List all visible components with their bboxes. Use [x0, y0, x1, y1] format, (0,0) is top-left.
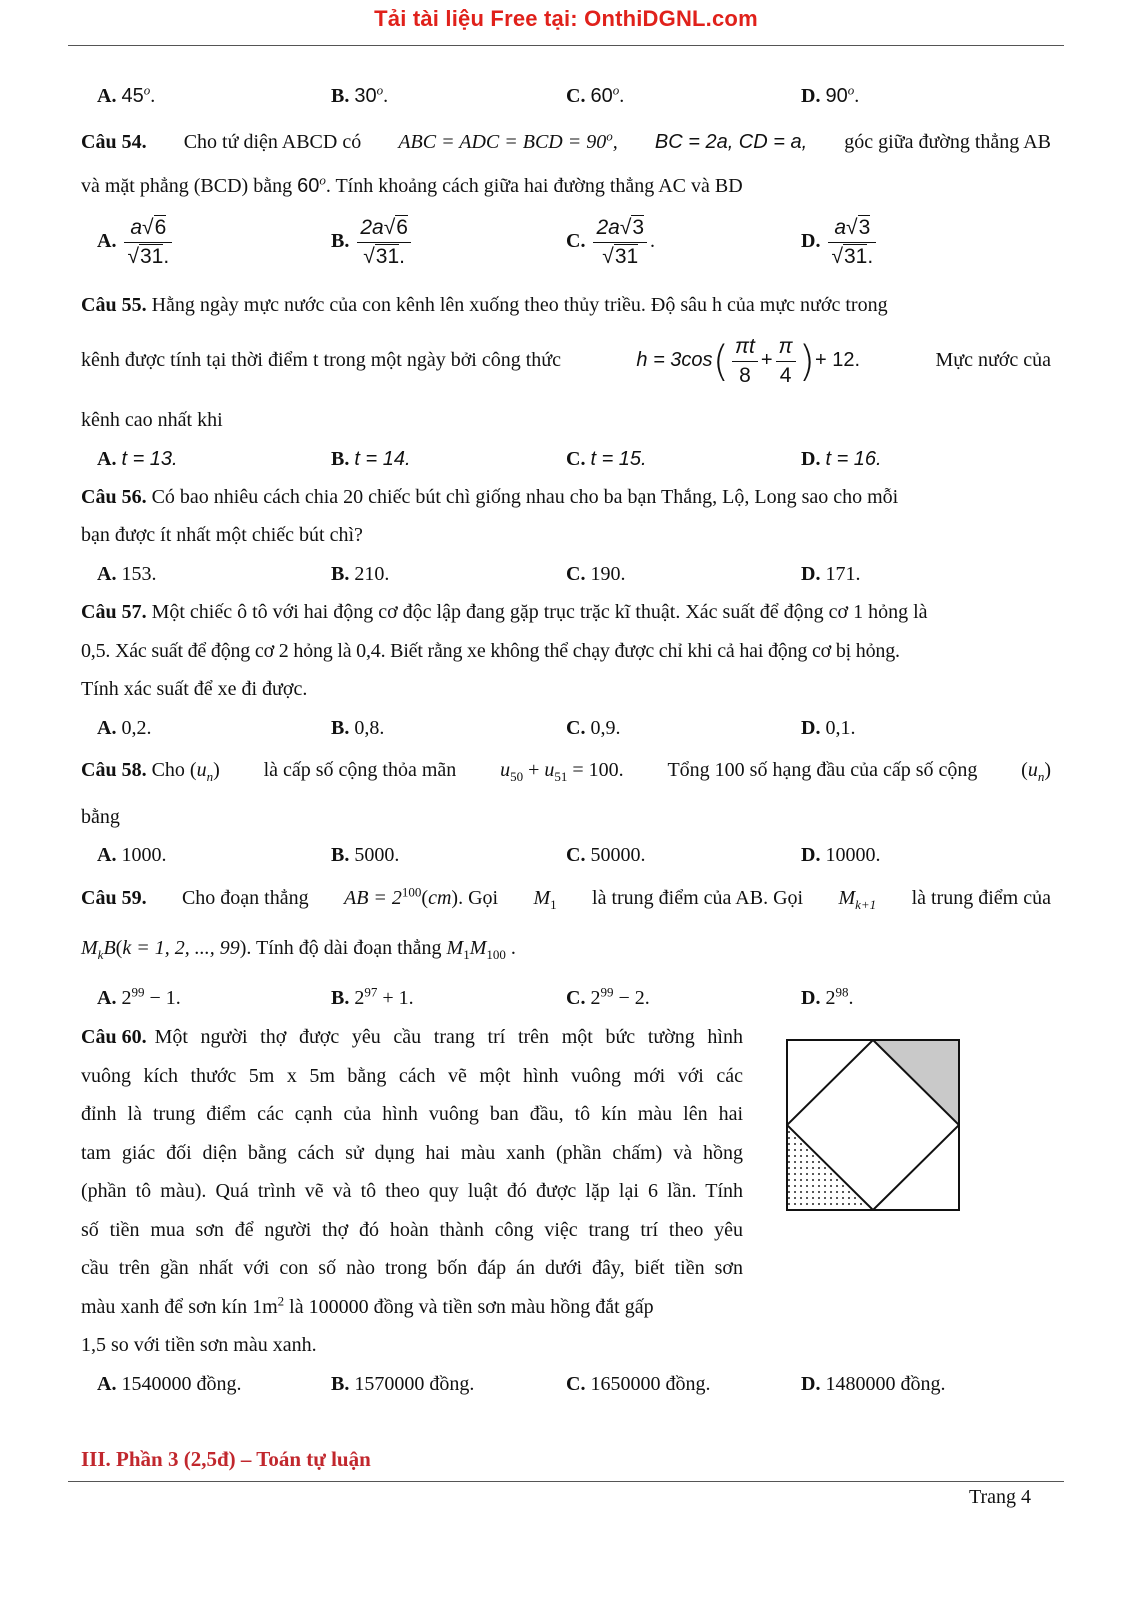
q57-option-c: C. 0,9.	[566, 717, 621, 739]
q60-option-c: C. 1650000 đồng.	[566, 1373, 711, 1395]
q57-option-b: B. 0,8.	[331, 717, 385, 739]
q58-option-a: A. 1000.	[97, 844, 167, 866]
q55-option-c: C. t = 15.	[566, 448, 647, 470]
q54-option-b: B. $\frac{2a√6}{√31.}$	[331, 214, 414, 271]
q58-line-1: Câu 58. Cho $(u_n)$ là cấp số cộng thỏa mãn $u_{50} + u_{51} = 100$. Tổng 100 số hạng đầu của cấp số cộng $(u_n)$	[81, 759, 1051, 784]
q55-option-b: B. t = 14.	[331, 448, 411, 470]
q56-line-2: bạn được ít nhất một chiếc bút chì?	[81, 524, 363, 546]
q54-line-2: và mặt phẳng (BCD) bằng 60$^o$. Tính khoảng cách giữa hai đường thẳng AC và BD	[81, 172, 743, 197]
q53-option-c: C. 60$^o$.	[566, 82, 625, 107]
section-title: III. Phần 3 (2,5đ) – Toán tự luận	[81, 1447, 371, 1471]
page-number: Trang 4	[968, 1486, 1031, 1508]
q54-option-a: A. $\frac{a√6}{√31.}$	[97, 214, 175, 271]
q60-option-a: A. 1540000 đồng.	[97, 1373, 242, 1395]
header-title[interactable]: Tải tài liệu Free tại: OnthiDGNL.com	[374, 6, 758, 31]
q58-option-c: C. 50000.	[566, 844, 646, 866]
q54-option-c: C. $\frac{2a√3}{√31}$ .	[566, 216, 656, 268]
q60-line-3: đỉnh là trung điểm các cạnh của hình vuông ban đầu, tô kín màu lên hai	[81, 1103, 743, 1125]
q57-option-d: D. 0,1.	[801, 717, 856, 739]
q57-option-a: A. 0,2.	[97, 717, 152, 739]
q55-line-2: kênh được tính tại thời điểm t trong một ngày bởi công thức h = 3cos( $\frac{\pi t}{8}$ + $\frac{\pi}{4}$ )+ 12. Mực nước của	[81, 334, 1051, 387]
q60-line-7: cầu trên gần nhất với con số nào trong bốn đáp án dưới đây, biết tiền sơn	[81, 1257, 743, 1279]
q60-line-1: Câu 60. Một người thợ được yêu cầu trang trí trên một bức tường hình	[81, 1026, 743, 1048]
q58-option-b: B. 5000.	[331, 844, 400, 866]
q60-line-6: số tiền mua sơn để người thợ đó hoàn thành công việc trang trí theo yêu	[81, 1219, 743, 1241]
q56-option-a: A. 153.	[97, 563, 157, 585]
q59-line-2: $M_kB(k = 1$, 2, ..., 99). Tính độ dài đoạn thẳng $M_1M_{100}$ .	[81, 937, 516, 962]
q55-line-3: kênh cao nhất khi	[81, 409, 223, 431]
q60-line-2: vuông kích thước 5m x 5m bằng cách vẽ một hình vuông mới với các	[81, 1065, 743, 1087]
q53-option-d: D. 90$^o$.	[801, 82, 860, 107]
footer-rule	[68, 1481, 1064, 1482]
q56-line-1: Câu 56. Có bao nhiêu cách chia 20 chiếc bút chì giống nhau cho ba bạn Thắng, Lộ, Long sao cho mỗi	[81, 486, 899, 508]
q59-option-c: C. $2^{99} - 2$.	[566, 984, 650, 1009]
q55-option-d: D. t = 16.	[801, 448, 882, 470]
q54-line-1: Câu 54. Cho tứ diện ABCD có ABC = ADC = BCD = $90^o$, BC = 2a, CD = a, góc giữa đường thẳng AB	[81, 128, 1051, 153]
q59-option-d: D. $2^{98}$.	[801, 984, 854, 1009]
q55-option-a: A. t = 13.	[97, 448, 178, 470]
q58-line-2: bằng	[81, 806, 120, 828]
q57-line-3: Tính xác suất để xe đi được.	[81, 678, 308, 700]
q60-line-9: 1,5 so với tiền sơn màu xanh.	[81, 1334, 317, 1356]
q58-option-d: D. 10000.	[801, 844, 881, 866]
q60-line-8: màu xanh để sơn kín $1m^2$ là 100000 đồng và tiền sơn màu hồng đắt gấp	[81, 1293, 654, 1318]
q60-option-d: D. 1480000 đồng.	[801, 1373, 946, 1395]
q55-line-1: Câu 55. Hằng ngày mực nước của con kênh lên xuống theo thủy triều. Độ sâu h của mực nước trong	[81, 294, 888, 316]
q59-line-1: Câu 59. Cho đoạn thẳng AB = $2^{100}(cm)$. Gọi $M_1$ là trung điểm của AB. Gọi $M_{k+1}$ là trung điểm của	[81, 884, 1051, 912]
q53-option-a: A. 45$^o$.	[97, 82, 156, 107]
q59-option-a: A. $2^{99} - 1$.	[97, 984, 181, 1009]
q59-option-b: B. $2^{97} + 1$.	[331, 984, 414, 1009]
header-rule	[68, 45, 1064, 46]
q54-option-d: D. $\frac{a√3}{√31.}$	[801, 214, 879, 271]
q60-line-4: tam giác đối diện bằng cách sử dụng hai màu xanh (phần chấm) và hồng	[81, 1142, 743, 1164]
q60-figure	[786, 1039, 960, 1211]
q56-option-b: B. 210.	[331, 563, 390, 585]
q60-option-b: B. 1570000 đồng.	[331, 1373, 475, 1395]
q53-option-b: B. 30$^o$.	[331, 82, 389, 107]
q56-option-c: C. 190.	[566, 563, 626, 585]
q57-line-2: 0,5. Xác suất để động cơ 2 hỏng là 0,4. Biết rằng xe không thể chạy được chỉ khi cả hai động cơ bị hỏng.	[81, 640, 900, 662]
q60-line-5: (phần tô màu). Quá trình vẽ và tô theo quy luật đó được lặp lại 6 lần. Tính	[81, 1180, 743, 1202]
q56-option-d: D. 171.	[801, 563, 861, 585]
q57-line-1: Câu 57. Một chiếc ô tô với hai động cơ độc lập đang gặp trục trặc kĩ thuật. Xác suất để động cơ 1 hỏng là	[81, 601, 928, 623]
